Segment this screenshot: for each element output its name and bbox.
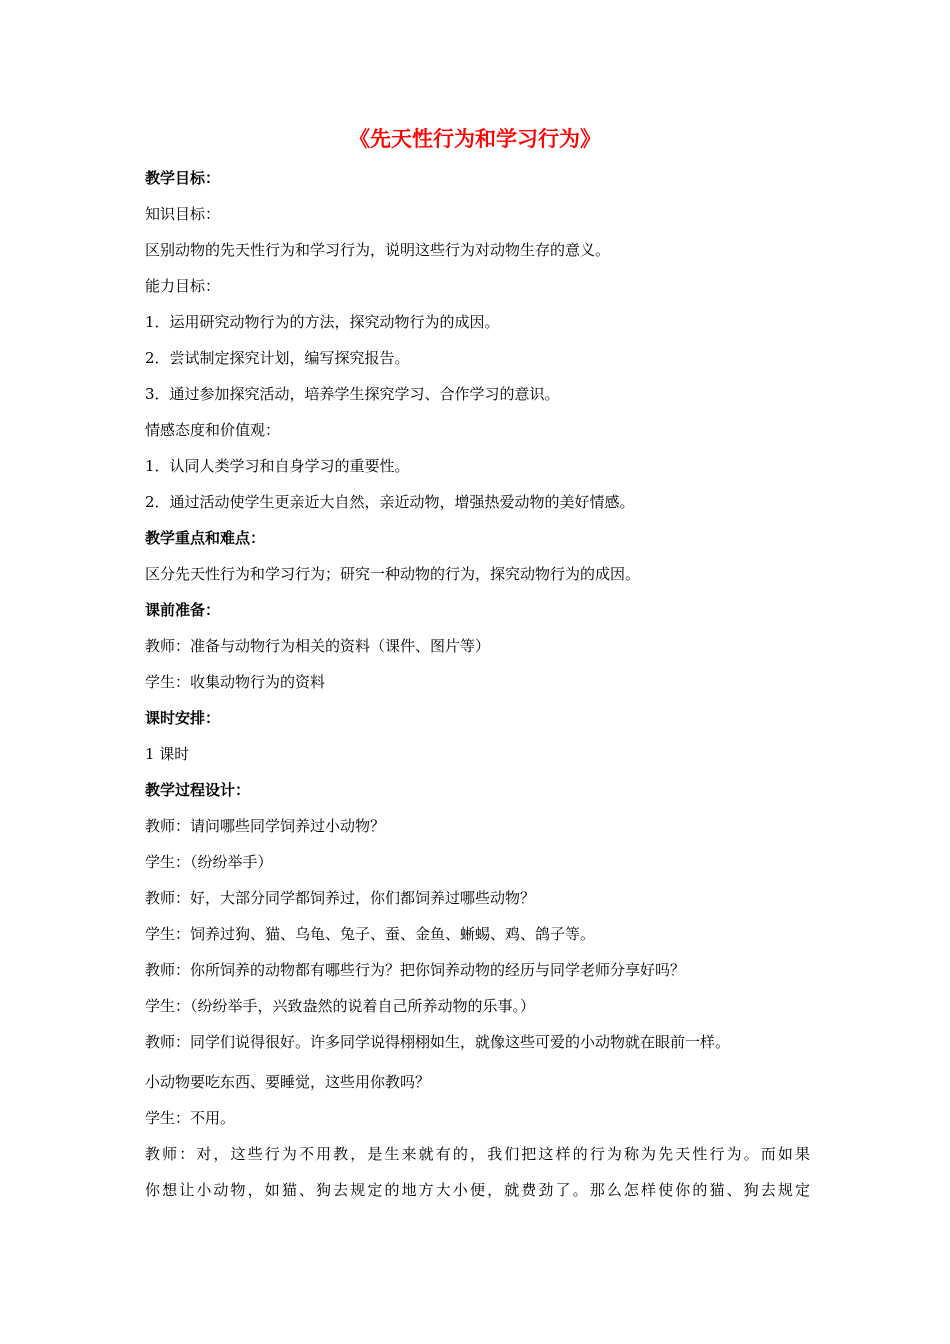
paragraph-line: 你想让小动物，如猫、狗去规定的地方大小便，就费劲了。那么怎样使你的猫、狗去规定 (145, 1181, 810, 1199)
paragraph-line: 2．尝试制定探究计划，编写探究报告。 (145, 349, 410, 367)
paragraph-line: 1．运用研究动物行为的方法，探究动物行为的成因。 (145, 313, 500, 331)
section-heading: 课时安排： (145, 709, 221, 727)
paragraph-line: 学生：（纷纷举手） (145, 853, 273, 871)
paragraph-line: 情感态度和价值观： (145, 421, 281, 439)
section-heading: 教学重点和难点： (145, 529, 266, 547)
paragraph-line: 区别动物的先天性行为和学习行为，说明这些行为对动物生存的意义。 (145, 241, 611, 259)
document-body (145, 160, 810, 1208)
paragraph-line: 教师：同学们说得很好。许多同学说得栩栩如生，就像这些可爱的小动物就在眼前一样。 (145, 1033, 731, 1051)
paragraph-line: 教师：好，大部分同学都饲养过，你们都饲养过哪些动物？ (145, 889, 536, 907)
paragraph-line: 3．通过参加探究活动，培养学生探究学习、合作学习的意识。 (145, 385, 560, 403)
paragraph-line: 学生：收集动物行为的资料 (145, 673, 326, 691)
paragraph-line: 学生：不用。 (145, 1109, 236, 1127)
paragraph-line: 2．通过活动使学生更亲近大自然，亲近动物，增强热爱动物的美好情感。 (145, 493, 635, 511)
paragraph-line: 教师：对，这些行为不用教，是生来就有的，我们把这样的行为称为先天性行为。而如果 (145, 1145, 810, 1163)
paragraph-line: 知识目标： (145, 205, 221, 223)
paragraph-line: 1．认同人类学习和自身学习的重要性。 (145, 457, 410, 475)
paragraph-line: 小动物要吃东西、要睡觉，这些用你教吗？ (145, 1073, 431, 1091)
paragraph-line: 区分先天性行为和学习行为；研究一种动物的行为，探究动物行为的成因。 (145, 565, 641, 583)
paragraph-line: 学生：（纷纷举手，兴致盎然的说着自己所养动物的乐事。） (145, 997, 536, 1015)
paragraph-line: 教师：请问哪些同学饲养过小动物？ (145, 817, 386, 835)
paragraph-line: 能力目标： (145, 277, 221, 295)
section-heading: 课前准备： (145, 601, 221, 619)
section-heading: 教学目标： (145, 169, 221, 187)
paragraph-line: 学生：饲养过狗、猫、乌龟、兔子、蚕、金鱼、蜥蜴、鸡、鸽子等。 (145, 925, 596, 943)
paragraph-line: 教师：你所饲养的动物都有哪些行为？把你饲养动物的经历与同学老师分享好吗？ (145, 961, 686, 979)
paragraph-line: 教师：准备与动物行为相关的资料（课件、图片等） (145, 637, 491, 655)
document-title: 《先天性行为和学习行为》 (349, 126, 601, 151)
section-heading: 教学过程设计： (145, 781, 251, 799)
paragraph-line: 1 课时 (145, 745, 190, 763)
